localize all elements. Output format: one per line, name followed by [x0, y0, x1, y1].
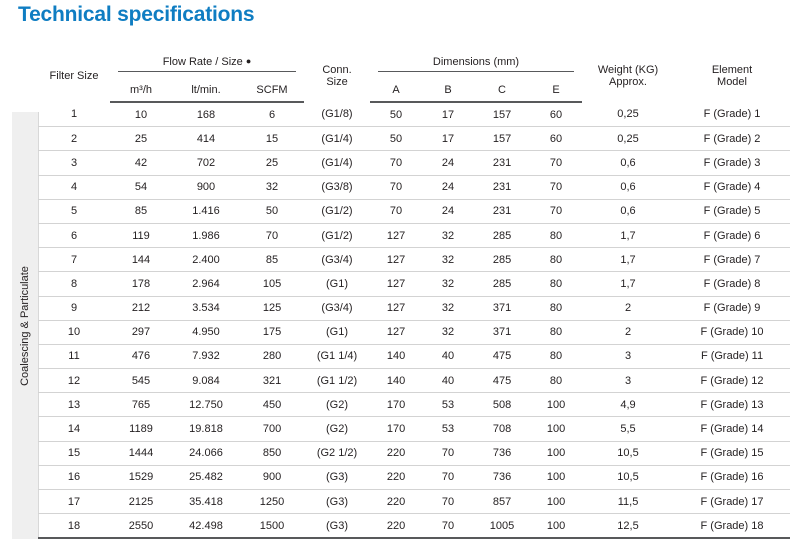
cell-element-model: F (Grade) 14 — [674, 417, 790, 441]
cell-dim-e: 100 — [530, 514, 582, 539]
cell-dim-a: 50 — [370, 102, 422, 127]
table-row — [38, 490, 790, 514]
cell-m3h: 178 — [110, 272, 172, 296]
cell-dim-c: 231 — [474, 199, 530, 223]
cell-filter-size: 15 — [38, 441, 110, 465]
cell-ltmin: 2.964 — [172, 272, 240, 296]
table-row — [38, 199, 790, 223]
cell-filter-size: 9 — [38, 296, 110, 320]
header-group-row — [38, 50, 790, 78]
cell-dim-c: 1005 — [474, 514, 530, 539]
cell-conn-size: (G1) — [304, 320, 370, 344]
cell-element-model: F (Grade) 15 — [674, 441, 790, 465]
cell-scfm: 105 — [240, 272, 304, 296]
cell-dim-c: 231 — [474, 151, 530, 175]
cell-scfm: 321 — [240, 369, 304, 393]
cell-filter-size: 13 — [38, 393, 110, 417]
cell-weight: 2 — [582, 320, 674, 344]
cell-conn-size: (G3/8) — [304, 175, 370, 199]
cell-dim-c: 371 — [474, 320, 530, 344]
cell-dim-a: 220 — [370, 465, 422, 489]
cell-scfm: 32 — [240, 175, 304, 199]
cell-dim-a: 70 — [370, 199, 422, 223]
cell-dim-b: 53 — [422, 393, 474, 417]
cell-ltmin: 19.818 — [172, 417, 240, 441]
cell-conn-size: (G3) — [304, 514, 370, 539]
cell-dim-e: 70 — [530, 199, 582, 223]
cell-dim-e: 80 — [530, 369, 582, 393]
cell-m3h: 85 — [110, 199, 172, 223]
cell-element-model: F (Grade) 12 — [674, 369, 790, 393]
cell-weight: 0,6 — [582, 151, 674, 175]
cell-element-model: F (Grade) 6 — [674, 223, 790, 247]
page-title: Technical specifications — [18, 3, 255, 26]
cell-filter-size: 5 — [38, 199, 110, 223]
table-row — [38, 417, 790, 441]
cell-dim-c: 285 — [474, 248, 530, 272]
cell-conn-size: (G3/4) — [304, 248, 370, 272]
cell-filter-size: 11 — [38, 344, 110, 368]
cell-dim-a: 127 — [370, 296, 422, 320]
cell-m3h: 545 — [110, 369, 172, 393]
cell-dim-b: 70 — [422, 441, 474, 465]
cell-ltmin: 2.400 — [172, 248, 240, 272]
cell-dim-a: 50 — [370, 127, 422, 151]
cell-dim-e: 80 — [530, 344, 582, 368]
cell-dim-b: 40 — [422, 369, 474, 393]
cell-element-model: F (Grade) 1 — [674, 102, 790, 127]
cell-dim-a: 127 — [370, 320, 422, 344]
cell-conn-size: (G1 1/4) — [304, 344, 370, 368]
cell-ltmin: 900 — [172, 175, 240, 199]
header-element-line1: Element — [711, 64, 753, 76]
category-band — [12, 112, 39, 539]
cell-weight: 11,5 — [582, 490, 674, 514]
cell-conn-size: (G1/2) — [304, 223, 370, 247]
cell-dim-c: 857 — [474, 490, 530, 514]
table-row — [38, 393, 790, 417]
cell-scfm: 15 — [240, 127, 304, 151]
cell-dim-c: 736 — [474, 441, 530, 465]
cell-dim-b: 24 — [422, 175, 474, 199]
cell-dim-a: 220 — [370, 490, 422, 514]
cell-scfm: 50 — [240, 199, 304, 223]
cell-weight: 10,5 — [582, 441, 674, 465]
cell-element-model: F (Grade) 8 — [674, 272, 790, 296]
cell-filter-size: 1 — [38, 102, 110, 127]
header-dim-c: C — [474, 78, 530, 102]
cell-filter-size: 12 — [38, 369, 110, 393]
cell-ltmin: 168 — [172, 102, 240, 127]
specifications-table — [38, 50, 790, 539]
cell-element-model: F (Grade) 10 — [674, 320, 790, 344]
cell-m3h: 1189 — [110, 417, 172, 441]
cell-dim-c: 736 — [474, 465, 530, 489]
cell-m3h: 212 — [110, 296, 172, 320]
header-m3h: m³/h — [110, 78, 172, 102]
cell-ltmin: 7.932 — [172, 344, 240, 368]
table-row — [38, 296, 790, 320]
cell-dim-e: 70 — [530, 175, 582, 199]
cell-element-model: F (Grade) 17 — [674, 490, 790, 514]
cell-dim-b: 24 — [422, 151, 474, 175]
spec-table-container — [38, 50, 790, 539]
header-dim-e: E — [530, 78, 582, 102]
cell-dim-a: 127 — [370, 223, 422, 247]
cell-conn-size: (G1/4) — [304, 127, 370, 151]
cell-dim-c: 285 — [474, 223, 530, 247]
cell-scfm: 70 — [240, 223, 304, 247]
cell-conn-size: (G2) — [304, 417, 370, 441]
cell-m3h: 42 — [110, 151, 172, 175]
header-scfm: SCFM — [240, 78, 304, 102]
cell-scfm: 1250 — [240, 490, 304, 514]
cell-dim-a: 140 — [370, 344, 422, 368]
cell-filter-size: 6 — [38, 223, 110, 247]
cell-conn-size: (G1/4) — [304, 151, 370, 175]
cell-dim-a: 70 — [370, 175, 422, 199]
table-row — [38, 151, 790, 175]
cell-dim-c: 508 — [474, 393, 530, 417]
cell-element-model: F (Grade) 4 — [674, 175, 790, 199]
header-flow-rate-label: Flow Rate / Size — [162, 56, 243, 68]
table-row — [38, 175, 790, 199]
cell-dim-e: 100 — [530, 393, 582, 417]
cell-m3h: 54 — [110, 175, 172, 199]
cell-dim-e: 70 — [530, 151, 582, 175]
cell-ltmin: 9.084 — [172, 369, 240, 393]
cell-filter-size: 4 — [38, 175, 110, 199]
table-row — [38, 441, 790, 465]
cell-m3h: 1444 — [110, 441, 172, 465]
cell-dim-a: 127 — [370, 248, 422, 272]
cell-m3h: 476 — [110, 344, 172, 368]
cell-filter-size: 2 — [38, 127, 110, 151]
cell-scfm: 85 — [240, 248, 304, 272]
cell-ltmin: 12.750 — [172, 393, 240, 417]
cell-m3h: 765 — [110, 393, 172, 417]
table-body — [38, 102, 790, 538]
cell-dim-e: 80 — [530, 296, 582, 320]
cell-m3h: 2125 — [110, 490, 172, 514]
cell-dim-c: 708 — [474, 417, 530, 441]
cell-conn-size: (G1/8) — [304, 102, 370, 127]
header-filter-size: Filter Size — [49, 70, 99, 82]
cell-ltmin: 1.416 — [172, 199, 240, 223]
cell-weight: 1,7 — [582, 248, 674, 272]
cell-weight: 1,7 — [582, 272, 674, 296]
cell-dim-b: 32 — [422, 272, 474, 296]
cell-ltmin: 42.498 — [172, 514, 240, 539]
cell-ltmin: 1.986 — [172, 223, 240, 247]
cell-dim-c: 475 — [474, 344, 530, 368]
cell-scfm: 1500 — [240, 514, 304, 539]
table-row — [38, 127, 790, 151]
cell-dim-c: 475 — [474, 369, 530, 393]
cell-weight: 2 — [582, 296, 674, 320]
cell-conn-size: (G3) — [304, 465, 370, 489]
cell-dim-a: 70 — [370, 151, 422, 175]
header-weight-line1: Weight (KG) — [597, 64, 659, 76]
cell-m3h: 2550 — [110, 514, 172, 539]
header-conn-size-line2: Size — [326, 76, 348, 88]
header-dimensions-label: Dimensions (mm) — [378, 56, 574, 72]
cell-weight: 4,9 — [582, 393, 674, 417]
cell-dim-b: 70 — [422, 514, 474, 539]
header-dimensions-group — [370, 50, 582, 78]
cell-conn-size: (G3/4) — [304, 296, 370, 320]
table-row — [38, 514, 790, 539]
cell-element-model: F (Grade) 9 — [674, 296, 790, 320]
cell-element-model: F (Grade) 3 — [674, 151, 790, 175]
cell-weight: 0,25 — [582, 102, 674, 127]
bullet-icon: ● — [245, 56, 252, 66]
cell-dim-e: 80 — [530, 248, 582, 272]
cell-filter-size: 10 — [38, 320, 110, 344]
cell-dim-b: 24 — [422, 199, 474, 223]
cell-conn-size: (G1) — [304, 272, 370, 296]
cell-element-model: F (Grade) 16 — [674, 465, 790, 489]
table-row — [38, 223, 790, 247]
cell-dim-e: 60 — [530, 127, 582, 151]
cell-element-model: F (Grade) 13 — [674, 393, 790, 417]
cell-dim-b: 53 — [422, 417, 474, 441]
cell-scfm: 125 — [240, 296, 304, 320]
cell-filter-size: 14 — [38, 417, 110, 441]
header-weight — [582, 50, 674, 102]
cell-dim-c: 157 — [474, 127, 530, 151]
cell-scfm: 850 — [240, 441, 304, 465]
table-header — [38, 50, 790, 102]
cell-scfm: 450 — [240, 393, 304, 417]
cell-dim-e: 80 — [530, 272, 582, 296]
cell-element-model: F (Grade) 5 — [674, 199, 790, 223]
header-flow-rate-group — [110, 50, 304, 78]
cell-scfm: 6 — [240, 102, 304, 127]
cell-dim-c: 285 — [474, 272, 530, 296]
cell-dim-b: 17 — [422, 127, 474, 151]
cell-ltmin: 702 — [172, 151, 240, 175]
cell-dim-a: 170 — [370, 393, 422, 417]
cell-ltmin: 35.418 — [172, 490, 240, 514]
cell-element-model: F (Grade) 7 — [674, 248, 790, 272]
cell-m3h: 119 — [110, 223, 172, 247]
cell-conn-size: (G3) — [304, 490, 370, 514]
cell-dim-e: 100 — [530, 465, 582, 489]
cell-ltmin: 3.534 — [172, 296, 240, 320]
header-weight-line2: Approx. — [609, 76, 647, 88]
cell-dim-e: 60 — [530, 102, 582, 127]
cell-scfm: 700 — [240, 417, 304, 441]
header-dim-b: B — [422, 78, 474, 102]
cell-scfm: 175 — [240, 320, 304, 344]
cell-weight: 3 — [582, 369, 674, 393]
cell-m3h: 1529 — [110, 465, 172, 489]
table-row — [38, 102, 790, 127]
cell-scfm: 900 — [240, 465, 304, 489]
cell-element-model: F (Grade) 18 — [674, 514, 790, 539]
table-row — [38, 369, 790, 393]
cell-weight: 1,7 — [582, 223, 674, 247]
cell-conn-size: (G1/2) — [304, 199, 370, 223]
table-row — [38, 344, 790, 368]
cell-dim-e: 80 — [530, 223, 582, 247]
cell-dim-b: 32 — [422, 296, 474, 320]
cell-dim-b: 70 — [422, 465, 474, 489]
cell-conn-size: (G2 1/2) — [304, 441, 370, 465]
cell-dim-b: 70 — [422, 490, 474, 514]
cell-filter-size: 7 — [38, 248, 110, 272]
category-label: Coalescing & Particulate — [19, 265, 31, 386]
cell-dim-b: 32 — [422, 248, 474, 272]
table-row — [38, 272, 790, 296]
header-element-line2: Model — [717, 76, 747, 88]
cell-scfm: 25 — [240, 151, 304, 175]
cell-filter-size: 16 — [38, 465, 110, 489]
cell-weight: 0,25 — [582, 127, 674, 151]
cell-dim-a: 220 — [370, 514, 422, 539]
cell-weight: 0,6 — [582, 175, 674, 199]
cell-ltmin: 24.066 — [172, 441, 240, 465]
cell-m3h: 144 — [110, 248, 172, 272]
cell-m3h: 25 — [110, 127, 172, 151]
cell-dim-a: 220 — [370, 441, 422, 465]
cell-filter-size: 3 — [38, 151, 110, 175]
cell-dim-b: 32 — [422, 320, 474, 344]
header-conn-size — [304, 50, 370, 102]
cell-dim-e: 100 — [530, 417, 582, 441]
cell-weight: 5,5 — [582, 417, 674, 441]
table-row — [38, 320, 790, 344]
cell-weight: 12,5 — [582, 514, 674, 539]
cell-ltmin: 25.482 — [172, 465, 240, 489]
cell-weight: 3 — [582, 344, 674, 368]
cell-weight: 0,6 — [582, 199, 674, 223]
table-row — [38, 465, 790, 489]
cell-dim-a: 127 — [370, 272, 422, 296]
header-conn-size-line1: Conn. — [322, 64, 352, 76]
cell-dim-e: 100 — [530, 490, 582, 514]
cell-dim-b: 17 — [422, 102, 474, 127]
cell-dim-a: 170 — [370, 417, 422, 441]
cell-conn-size: (G2) — [304, 393, 370, 417]
table-row — [38, 248, 790, 272]
cell-dim-c: 157 — [474, 102, 530, 127]
cell-filter-size: 17 — [38, 490, 110, 514]
cell-weight: 10,5 — [582, 465, 674, 489]
cell-dim-b: 32 — [422, 223, 474, 247]
cell-scfm: 280 — [240, 344, 304, 368]
cell-ltmin: 4.950 — [172, 320, 240, 344]
cell-element-model: F (Grade) 11 — [674, 344, 790, 368]
cell-m3h: 297 — [110, 320, 172, 344]
cell-dim-a: 140 — [370, 369, 422, 393]
header-ltmin: lt/min. — [172, 78, 240, 102]
header-element-model — [674, 50, 790, 102]
header-dim-a: A — [370, 78, 422, 102]
cell-ltmin: 414 — [172, 127, 240, 151]
cell-dim-c: 231 — [474, 175, 530, 199]
cell-conn-size: (G1 1/2) — [304, 369, 370, 393]
cell-filter-size: 18 — [38, 514, 110, 539]
cell-m3h: 10 — [110, 102, 172, 127]
cell-dim-e: 100 — [530, 441, 582, 465]
cell-dim-e: 80 — [530, 320, 582, 344]
cell-element-model: F (Grade) 2 — [674, 127, 790, 151]
cell-dim-b: 40 — [422, 344, 474, 368]
cell-dim-c: 371 — [474, 296, 530, 320]
cell-filter-size: 8 — [38, 272, 110, 296]
